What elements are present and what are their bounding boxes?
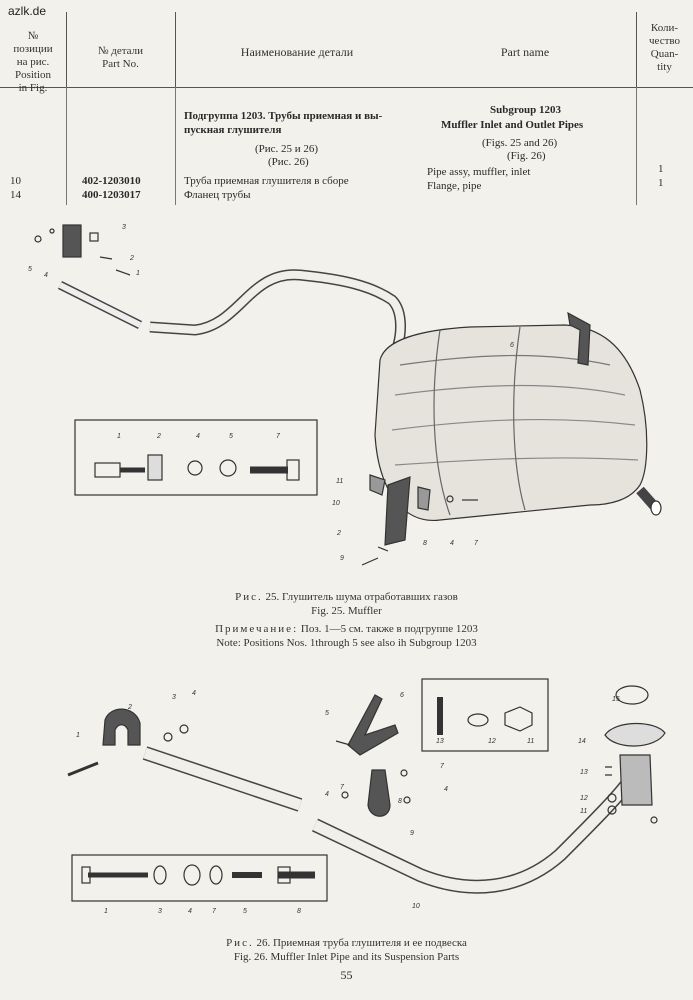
- page-number: 55: [340, 968, 353, 982]
- subgroup-title-en-1: Subgroup 1203: [490, 104, 562, 116]
- figure-25-note-en: Note: Positions Nos. 1through 5 see also ih Subgroup 1203: [216, 637, 477, 649]
- fig26-label-12: 12: [488, 738, 496, 745]
- fig25-label-6: 6: [510, 342, 514, 349]
- fig25-label-7b: 7: [474, 540, 478, 547]
- row-name-ru: Труба приемная глушителя в сборе: [184, 175, 349, 187]
- fig25-label-3: 3: [122, 224, 126, 231]
- header-quantity: Коли- чество Quan- tity: [649, 22, 680, 73]
- fig26-inset-label-3: 3: [158, 908, 162, 915]
- fig26-label-11b: 11: [580, 808, 588, 815]
- fig26-inset-label-8: 8: [297, 908, 301, 915]
- fig25-label-2b: 2: [337, 530, 341, 537]
- fig26-label-9: 9: [410, 830, 414, 837]
- watermark: azlk.de: [8, 4, 47, 18]
- subgroup-title-ru-1: Подгруппа 1203. Трубы приемная и вы-: [184, 110, 383, 122]
- subgroup-figs-ru-2: (Рис. 26): [268, 156, 309, 168]
- fig26-label-2: 2: [128, 704, 132, 711]
- fig26-inset-label-1: 1: [104, 908, 108, 915]
- fig25-inset-label-4: 4: [196, 433, 200, 440]
- figure-26-inlet-pipe: [0, 675, 693, 935]
- fig25-label-4: 4: [44, 272, 48, 279]
- fig25-label-5: 5: [28, 266, 32, 273]
- row-name-ru: Фланец трубы: [184, 189, 251, 201]
- figure-25-caption-ru: Рис. 25. Глушитель шума отработавших газов: [235, 591, 458, 603]
- fig26-label-4c: 4: [444, 786, 448, 793]
- fig26-label-10: 10: [412, 903, 420, 910]
- row-part-no: 402-1203010: [82, 175, 141, 187]
- fig25-inset-label-2: 2: [157, 433, 161, 440]
- fig25-label-8: 8: [423, 540, 427, 547]
- fig26-label-6: 6: [400, 692, 404, 699]
- subgroup-title-en-2: Muffler Inlet and Outlet Pipes: [441, 119, 584, 131]
- header-name-ru: Наименование детали: [240, 45, 354, 59]
- fig26-label-5: 5: [325, 710, 329, 717]
- table-header: [0, 12, 693, 94]
- figure-25-note-ru: Примечание: Поз. 1—5 см. также в подгруппе 1203: [215, 623, 478, 635]
- row-quantity: 1: [658, 177, 664, 189]
- figure-25-muffler: [0, 215, 693, 590]
- fig25-label-1: 1: [136, 270, 140, 277]
- fig26-inset-label-4: 4: [188, 908, 192, 915]
- row-position: 14: [10, 189, 21, 201]
- fig25-label-2: 2: [130, 255, 134, 262]
- fig26-label-7b: 7: [440, 763, 444, 770]
- fig26-label-4b: 4: [325, 791, 329, 798]
- fig26-label-3: 3: [172, 694, 176, 701]
- header-part-no: № детали Part No.: [97, 45, 144, 70]
- fig26-label-12b: 12: [580, 795, 588, 802]
- row-name-en: Flange, pipe: [427, 180, 482, 192]
- fig26-label-7: 7: [340, 784, 344, 791]
- row-part-no: 400-1203017: [82, 189, 141, 201]
- fig26-inset-label-7: 7: [212, 908, 216, 915]
- subgroup-title-ru-2: пускная глушителя: [184, 124, 282, 136]
- fig25-inset-label-7: 7: [276, 433, 280, 440]
- fig26-label-13: 13: [436, 738, 444, 745]
- fig25-label-9: 9: [340, 555, 344, 562]
- fig26-label-15: 15: [612, 696, 620, 703]
- fig26-inset-label-5: 5: [243, 908, 247, 915]
- subgroup-figs-en-2: (Fig. 26): [507, 150, 546, 162]
- subgroup-figs-en-1: (Figs. 25 and 26): [482, 137, 558, 149]
- fig25-inset-label-5: 5: [229, 433, 233, 440]
- figure-25-caption-en: Fig. 25. Muffler: [311, 605, 382, 617]
- fig26-label-1: 1: [76, 732, 80, 739]
- fig25-inset-label-1: 1: [117, 433, 121, 440]
- fig25-label-10: 10: [332, 500, 340, 507]
- row-name-en: Pipe assy, muffler, inlet: [427, 166, 531, 178]
- row-position: 10: [10, 175, 21, 187]
- fig25-label-11: 11: [336, 478, 344, 485]
- subgroup-figs-ru-1: (Рис. 25 и 26): [255, 143, 319, 155]
- fig26-label-13b: 13: [580, 769, 588, 776]
- fig26-label-4: 4: [192, 690, 196, 697]
- fig25-label-4b: 4: [450, 540, 454, 547]
- row-quantity: 1: [658, 163, 664, 175]
- figure-26-caption-ru: Рис. 26. Приемная труба глушителя и ее подвеска: [226, 937, 467, 949]
- fig26-label-8: 8: [398, 798, 402, 805]
- fig26-label-11: 11: [527, 738, 535, 745]
- header-name-en: Part name: [500, 45, 550, 59]
- fig26-label-14: 14: [578, 738, 586, 745]
- header-position: № позиции на рис. Position in Fig.: [13, 30, 53, 94]
- figure-26-caption-en: Fig. 26. Muffler Inlet Pipe and its Suspension Parts: [233, 951, 460, 963]
